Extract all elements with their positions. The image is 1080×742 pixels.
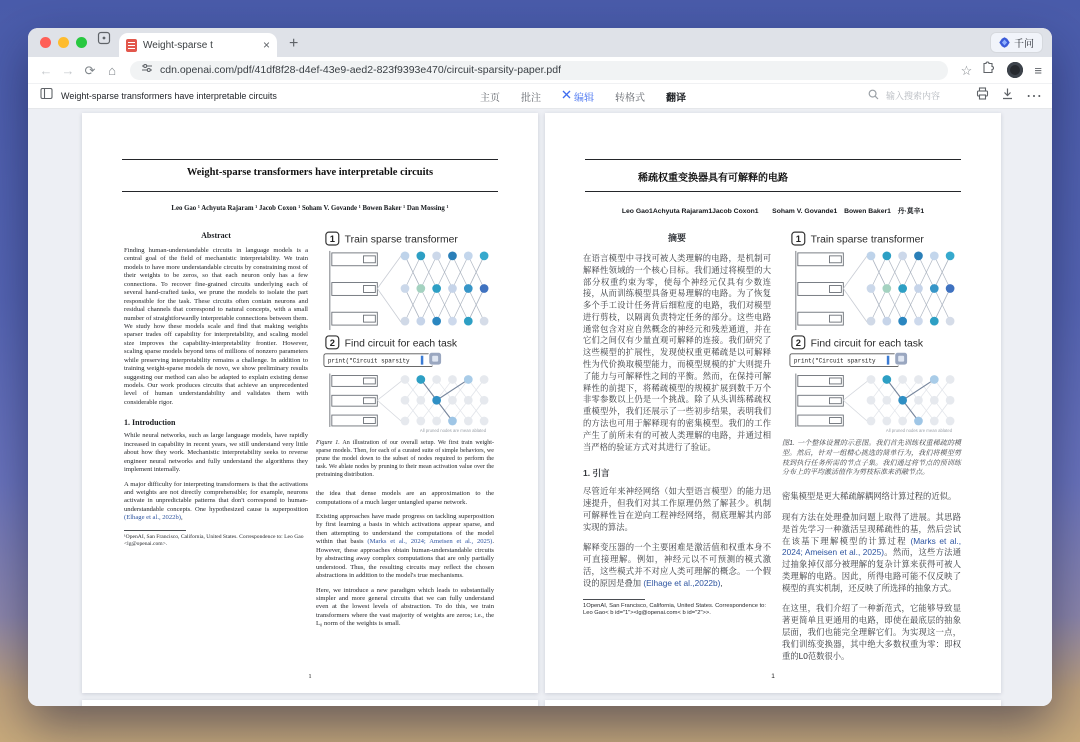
print-icon[interactable]	[976, 87, 989, 105]
more-icon[interactable]: ⋯	[1026, 88, 1042, 105]
code-prompt-box	[324, 352, 442, 366]
svg-text:Find circuit for each task: Find circuit for each task	[344, 338, 458, 350]
browser-actions	[982, 61, 1042, 80]
col2-p3-zh: 在这里，我们介绍了一种新范式，它能够导致显著更简单且更通用的电路，即使在最底层的抽象层面，我们也能完全理解它们。为实现这一点，我们训练变换器，其中绝大多数权重为零：即权重的L0范数很小。	[782, 603, 961, 661]
intro-p1-en: While neural networks, such as large language models, have rapidly increased in capability in recent years, we still understand very little about how they work. Mechanistic interpretability seeks to reverse engineer neural networks and fully understand the algorithms they implement internally.	[124, 432, 308, 474]
intro-p2-zh: 解释变压器的一个主要困难是激活值和权重本身不可直接理解。例如，神经元以不可预测的模式激活，这些模式并不对应人类可理解的概念。一个假设的原因是叠加 (Elhage et al.,2022b),	[583, 542, 771, 588]
minimize-window-button[interactable]	[58, 37, 69, 48]
abstract-text-en: Finding human-understandable circuits in language models is a central goal of the field of mechanistic interpretability. We train models to have more understandable circuits by constraining most of their weights to be zeros, so that each neuron only has a few connections. To recover fine-grained circuits underlying each of several hand-crafted tasks, we prune the models to isolate the part responsible for the task. These circuits often contain neurons and residual channels that correspond to natural concepts, with a small number of straightforwardly interpretable connections between them. We study how these models scale and find that making weights sparser trades off capability for interpretability, and scaling model size improves the capability-interpretability frontier. However, scaling sparse models beyond tens of millions of nonzero parameters while preserving interpretability remains a challenge. In addition to training weight-sparse models de novo, we show preliminary results suggesting our method can also be adapted to explain existing dense models. Our work produces circuits that achieve an unprecedented level of human understandability and validates them with considerable rigor.	[124, 247, 308, 406]
abstract-heading-zh: 摘要	[667, 233, 686, 243]
browser-menu-icon[interactable]: ≡	[1034, 62, 1042, 78]
search-input[interactable]	[884, 90, 966, 102]
sidebar-toggle-icon[interactable]	[40, 87, 53, 105]
figure1-illustration	[782, 231, 960, 434]
column-right-zh	[782, 231, 961, 671]
pdf-menu	[480, 84, 686, 108]
figure-step2-header	[792, 336, 924, 349]
pdf-favicon	[126, 39, 137, 52]
svg-text:Train sparse transformer: Train sparse transformer	[810, 234, 924, 246]
transformer-blocks-diagram-2	[330, 374, 401, 427]
footnote-zh: 1OpenAI, San Francisco, California, United States. Correspondence to: Leo Gao< b id="1"><lg@openai.com< b id="2">>.	[583, 602, 767, 617]
home-icon[interactable]: ⌂	[108, 62, 116, 78]
close-window-button[interactable]	[40, 37, 51, 48]
col2-p2-en: Existing approaches have made progress on tackling superposition by first learning a basis in which activations appear sparse, and then attempting to understand the computations of the model within that basis (Marks et al., 2024; Ameisen et al., 2025). However, these approaches obtain human-understandable circuits by abstracting away complex computations that are only partially understood. Thus, the resulting circuits may reflect the chosen abstractions in addition to the model's true mechanisms.	[316, 513, 494, 580]
abstract-heading-en: Abstract	[201, 231, 231, 240]
svg-text:2: 2	[795, 336, 801, 348]
search-icon	[868, 87, 879, 105]
profile-avatar[interactable]	[1007, 62, 1023, 78]
citation-link[interactable]: (Marks et al., 2024; Ameisen et al., 2025)	[782, 535, 961, 558]
code-prompt-box	[790, 352, 908, 366]
qianwen-icon	[999, 37, 1010, 48]
url-bar[interactable]	[130, 61, 948, 80]
menu-convert[interactable]: 转格式	[615, 92, 645, 104]
footnote-rule-en	[124, 530, 186, 531]
menu-edit[interactable]: 编辑	[562, 89, 594, 104]
svg-text:Find circuit for each task: Find circuit for each task	[810, 338, 924, 350]
browser-window	[28, 28, 1052, 706]
download-icon[interactable]	[1001, 87, 1014, 105]
next-page-chinese	[545, 700, 1001, 706]
title-rule-bottom	[122, 191, 498, 192]
footnote-rule-zh	[583, 599, 645, 600]
svg-text:Train sparse transformer: Train sparse transformer	[344, 234, 458, 246]
col2-p3-en: Here, we introduce a new paradigm which leads to substantially simpler and more general circuits that we can fully understand even at the lowest levels of abstraction. To do this, we train transformers where the vast majority of weights are zeros; i.e., the L₀ norm of the weights is small.	[316, 586, 494, 628]
tab-close-icon[interactable]: ×	[262, 38, 270, 52]
extensions-icon[interactable]	[982, 61, 996, 80]
figure-caption-zh: 图1. 一个整体设置的示意图。我们首先训练权重稀疏的模型。然后，针对一组精心挑选的简单行为，我们将模型剪枝到执行任务所需的节点子集。我们通过将节点的预训练分布上的平均激活值作为剪枝标准来消融节点。	[782, 440, 961, 477]
transformer-blocks-diagram-2	[796, 374, 867, 427]
svg-text:print("Circuit sparsity: print("Circuit sparsity	[327, 357, 410, 365]
address-bar	[28, 57, 1052, 83]
reload-icon[interactable]: ⟳	[84, 62, 96, 78]
figure1-zh	[782, 231, 961, 434]
paper-title-zh: 稀疏权重变换器具有可解释的电路	[638, 173, 788, 184]
tab-title: Weight-sparse t	[143, 39, 213, 51]
sparse-network-full	[401, 252, 489, 326]
figure1-illustration	[316, 231, 494, 434]
transformer-blocks-diagram	[796, 251, 867, 330]
paper-authors-en: Leo Gao ¹ Achyuta Rajaram ¹ Jacob Coxon ¹ Soham V. Govande ¹ Bowen Baker ¹ Dan Mossing ¹	[171, 205, 449, 212]
column-left-zh	[583, 231, 771, 618]
figure-step2-header	[326, 336, 458, 349]
intro-heading-zh: 1. 引言	[583, 468, 610, 479]
next-page-english	[82, 700, 538, 706]
footnote-en: ¹OpenAI, San Francisco, California, United States. Correspondence to: Leo Gao <lg@openai.com>.	[124, 533, 304, 548]
title-rule-top	[122, 159, 498, 160]
pdf-toolbar	[28, 83, 1052, 109]
svg-text:print("Circuit sparsity: print("Circuit sparsity	[793, 357, 876, 365]
sparse-network-pruned	[401, 375, 489, 425]
page-english	[82, 113, 538, 693]
menu-annotate[interactable]: 批注	[521, 92, 541, 104]
edit-icon	[562, 90, 571, 102]
new-tab-button[interactable]: +	[289, 35, 299, 52]
transformer-blocks-diagram	[330, 251, 401, 330]
qianwen-label: 千问	[1014, 39, 1034, 50]
citation-link[interactable]: (Elhage et al., 2022b)	[124, 514, 181, 522]
page-number-en: 1	[308, 673, 312, 680]
svg-text:2: 2	[329, 336, 335, 348]
figure1-en	[316, 231, 494, 434]
figure-caption-en: Figure 1. An illustration of our overall setup. We first train weight-sparse models. Then, for each of a curated suite of simple behaviors, we prune the model down to the subset of nodes required to perform the task. We ablate nodes by pruning to their mean activation value over the pretraining distribution.	[316, 440, 495, 479]
site-settings-icon[interactable]	[141, 61, 153, 79]
document-title: Weight-sparse transformers have interpretable circuits	[61, 91, 277, 101]
intro-heading-en: 1. Introduction	[124, 418, 176, 428]
column-left-en	[124, 231, 308, 549]
toolbar-search[interactable]	[868, 84, 964, 108]
svg-text:1: 1	[795, 233, 801, 245]
abstract-text-zh: 在语言模型中寻找可被人类理解的电路，是机制可解释性领域的一个核心目标。我们通过将模型的大部分权重约束为零，使每个神经元仅具有少数连接，从而训练模型具备更易理解的电路。为了恢复多个手工设计任务背后细粒度的电路，我们对模型进行剪枝，以隔离负责特定任务的部分。这些电路通常包含对应自然概念的神经元和残差通道，并在它们之间仅有少量直观可解释的连接。我们研究了这些模型的扩展性，发现使权重更稀疏是以可解释性为代价换取模型能力，而模型规模的扩大则提升了能力与可解释性之间的平衡。然而，在保持可解释性的前提下，将稀疏模型的规模扩展到数千万个非零参数以上仍是一个挑战。除了从头训练稀疏权重模型外，我们还展示了一些初步结果，表明我们的方法也可用于解释现有的密集模型。我们的工作产生了前所未有的可被人类理解的电路，并通过相当严格的验证方式对其进行了验证。	[583, 253, 771, 452]
col2-p1-en: the idea that dense models are an approximation to the computations of a much larger untangled sparse network.	[316, 490, 494, 506]
citation-link[interactable]: (Marks et al., 2024; Ameisen et al., 2025)	[367, 538, 493, 546]
intro-p1-zh: 尽管近年来神经网络（如大型语言模型）的能力迅速提升，但我们对其工作原理仍然了解甚少。机制可解释性旨在逆向工程神经网络，彻底理解其内部实现的算法。	[583, 486, 771, 532]
citation-link[interactable]: (Elhage et al.,2022b)	[643, 577, 721, 588]
menu-home[interactable]: 主页	[480, 92, 500, 104]
page-number-zh: 1	[771, 673, 775, 680]
tab-overview-icon[interactable]	[97, 31, 111, 50]
paper-title-en: Weight-sparse transformers have interpretable circuits	[186, 167, 434, 178]
ablate-note: All pruned nodes are mean ablated	[885, 427, 953, 433]
sparse-network-full	[867, 252, 955, 326]
tab-strip	[28, 28, 1052, 57]
intro-p2-en: A major difficulty for interpreting transformers is that the activations and weights are not directly comprehensible; for example, neurons activate in unpredictable patterns that don't correspond to human-understandable concepts. One hypothesized cause is superposition (Elhage et al., 2022b),	[124, 480, 308, 522]
qianwen-extension-badge[interactable]	[991, 33, 1042, 52]
forward-icon[interactable]: →	[61, 62, 75, 78]
pdf-viewer[interactable]	[28, 109, 1052, 706]
page-chinese	[545, 113, 1001, 693]
paper-authors-zh: Leo Gao1Achyuta Rajaram1Jacob Coxon1 Soham V. Govande1 Bowen Baker1 丹·莫辛1	[621, 208, 925, 215]
menu-translate[interactable]: 翻译	[666, 89, 686, 104]
title-rule-top	[585, 159, 961, 160]
back-icon[interactable]: ←	[39, 62, 53, 78]
sparse-network-pruned	[867, 375, 955, 425]
title-rule-bottom	[585, 191, 961, 192]
bookmark-star-icon[interactable]: ☆	[960, 62, 973, 78]
figure-step1-header	[792, 232, 925, 245]
col2-p1-zh: 密集模型是更大稀疏解耦网络计算过程的近似。	[782, 491, 957, 502]
zoom-window-button[interactable]	[76, 37, 87, 48]
url-text: cdn.openai.com/pdf/41df8f28-d4ef-43e9-aed2-823f9393e470/circuit-sparsity-paper.pdf	[160, 64, 562, 76]
browser-tab[interactable]	[119, 33, 277, 57]
figure-step1-header	[326, 232, 459, 245]
ablate-note: All pruned nodes are mean ablated	[419, 427, 487, 433]
toolbar-actions	[976, 84, 1042, 108]
column-right-en	[316, 231, 494, 635]
col2-p2-zh: 现有方法在处理叠加问题上取得了进展。其思路是首先学习一种激活呈现稀疏性的基，然后尝试在该基下理解模型的计算过程 (Marks et al., 2024; Ameisen et al., 2025)。然而，这些方法通过抽象掉仅部分被理解的复杂计算来获得可被人类理解的电路。因此，所得电路可能不仅反映了模型的真实机制，还反映了所选择的抽象方式。	[782, 511, 961, 593]
svg-text:1: 1	[329, 233, 335, 245]
window-controls	[40, 37, 87, 48]
